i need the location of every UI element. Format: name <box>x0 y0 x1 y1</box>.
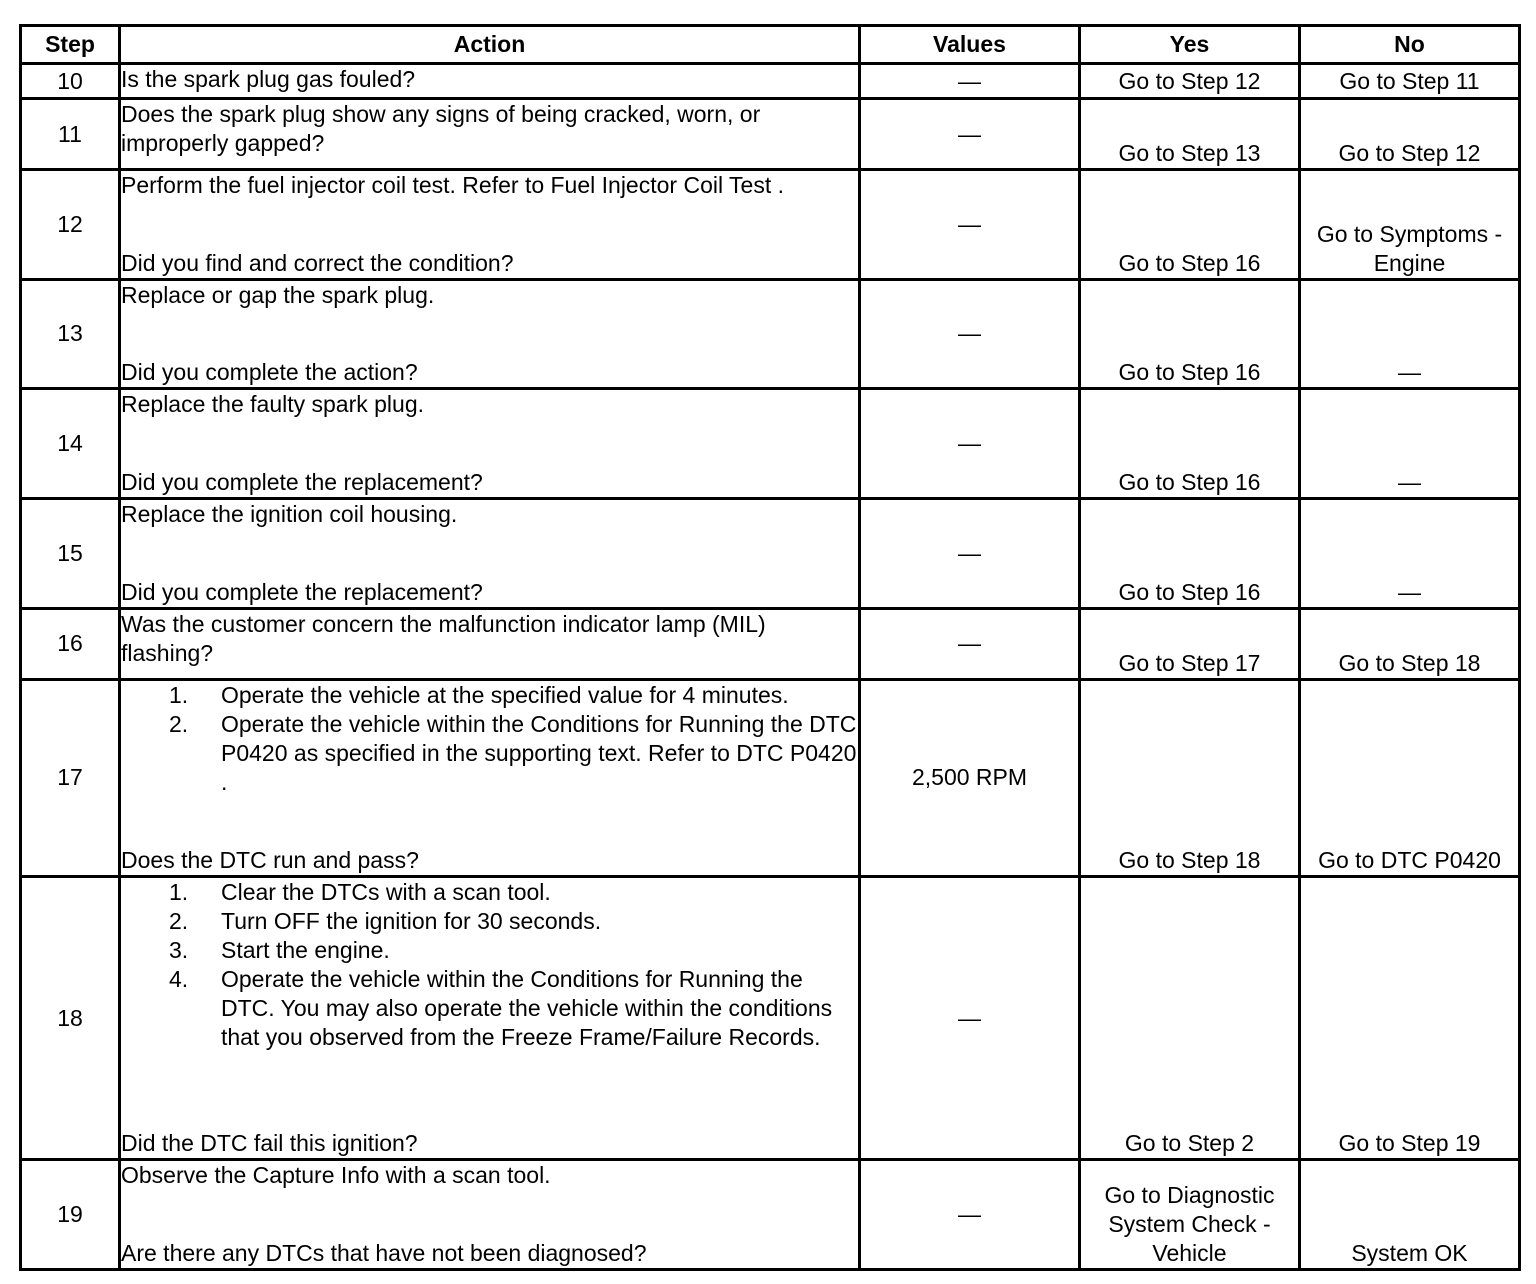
list-item-text: Operate the vehicle at the specified value for 4 minutes. <box>221 681 789 708</box>
procedure-list <box>121 878 858 1052</box>
values-cell: — <box>860 99 1080 170</box>
values-cell: — <box>860 389 1080 499</box>
action-text: Perform the fuel injector coil test. Refer to Fuel Injector Coil Test . <box>121 171 785 198</box>
action-cell <box>120 169 860 279</box>
action-instructions <box>121 65 858 94</box>
action-instructions <box>121 390 858 419</box>
values-cell: — <box>860 609 1080 680</box>
values-cell: 2,500 RPM <box>860 679 1080 876</box>
yes-cell: Go to Step 16 <box>1080 389 1300 499</box>
header-row <box>21 26 1520 64</box>
action-cell <box>120 389 860 499</box>
no-cell: Go to Step 19 <box>1300 877 1520 1160</box>
table-row <box>21 1160 1520 1270</box>
yes-cell: Go to Diagnostic System Check - Vehicle <box>1080 1160 1300 1270</box>
action-question: Did you find and correct the condition? <box>121 249 514 276</box>
action-instructions <box>121 610 858 668</box>
values-cell: — <box>860 169 1080 279</box>
action-question: Are there any DTCs that have not been diagnosed? <box>121 1240 647 1266</box>
values-cell: — <box>860 1160 1080 1270</box>
step-cell: 17 <box>21 679 120 876</box>
yes-cell: Go to Step 16 <box>1080 499 1300 609</box>
list-item-number: 3. <box>169 937 189 963</box>
action-cell <box>120 877 860 1160</box>
list-item-number: 4. <box>169 966 189 992</box>
no-cell: Go to Symptoms - Engine <box>1300 169 1520 279</box>
action-cell <box>120 64 860 99</box>
action-cell <box>120 279 860 389</box>
list-item-number: 2. <box>169 908 189 934</box>
action-question: Did you complete the replacement? <box>121 579 483 606</box>
action-instructions <box>121 500 858 529</box>
table-row <box>21 169 1520 279</box>
step-cell: 11 <box>21 99 120 170</box>
step-cell: 16 <box>21 609 120 680</box>
action-cell <box>120 609 860 680</box>
action-text: Was the customer concern the malfunction indicator lamp (MIL) flashing? <box>121 611 766 667</box>
list-item-text: Operate the vehicle within the Conditions for Running the DTC P0420 as specified in the supporting text. Refer to DTC P0420 . <box>221 710 857 795</box>
yes-cell: Go to Step 16 <box>1080 169 1300 279</box>
no-cell: Go to DTC P0420 <box>1300 679 1520 876</box>
list-item-text: Operate the vehicle within the Conditions for Running the DTC. You may also operate the vehicle within the conditions that you observed from the Freeze Frame/Failure Records. <box>221 966 833 1050</box>
list-item-text: Start the engine. <box>221 937 390 963</box>
action-content <box>121 878 858 1158</box>
action-content <box>121 681 858 875</box>
yes-cell: Go to Step 16 <box>1080 279 1300 389</box>
action-question: Did you complete the action? <box>121 359 418 386</box>
step-cell: 10 <box>21 64 120 99</box>
table-row <box>21 279 1520 389</box>
no-cell: Go to Step 11 <box>1300 64 1520 99</box>
action-cell <box>120 99 860 170</box>
yes-cell: Go to Step 2 <box>1080 877 1300 1160</box>
list-item <box>121 710 858 797</box>
step-cell: 19 <box>21 1160 120 1270</box>
no-cell: Go to Step 18 <box>1300 609 1520 680</box>
list-item-number: 1. <box>169 681 189 708</box>
table-row <box>21 679 1520 876</box>
yes-cell: Go to Step 18 <box>1080 679 1300 876</box>
table-row <box>21 64 1520 99</box>
header-step: Step <box>21 26 120 64</box>
header-action: Action <box>120 26 860 64</box>
action-cell <box>120 1160 860 1270</box>
header-yes: Yes <box>1080 26 1300 64</box>
list-item-text: Turn OFF the ignition for 30 seconds. <box>221 908 602 934</box>
action-cell <box>120 499 860 609</box>
action-question: Did you complete the replacement? <box>121 469 483 496</box>
action-content <box>121 281 858 388</box>
table-row <box>21 99 1520 170</box>
table-row <box>21 609 1520 680</box>
step-cell: 14 <box>21 389 120 499</box>
action-instructions <box>121 281 858 310</box>
action-content <box>121 610 858 678</box>
values-cell: — <box>860 64 1080 99</box>
action-content <box>121 100 858 168</box>
action-content <box>121 390 858 497</box>
list-item-text: Clear the DTCs with a scan tool. <box>221 879 551 905</box>
yes-cell: Go to Step 12 <box>1080 64 1300 99</box>
step-cell: 15 <box>21 499 120 609</box>
action-instructions <box>121 171 858 200</box>
action-text: Does the spark plug show any signs of being cracked, worn, or improperly gapped? <box>121 101 761 157</box>
list-item <box>121 936 858 965</box>
yes-cell: Go to Step 13 <box>1080 99 1300 170</box>
no-cell: — <box>1300 499 1520 609</box>
action-text: Is the spark plug gas fouled? <box>121 66 416 92</box>
no-cell: System OK <box>1300 1160 1520 1270</box>
list-item-number: 1. <box>169 879 189 905</box>
action-instructions <box>121 1161 858 1190</box>
no-cell: — <box>1300 279 1520 389</box>
list-item <box>121 965 858 1052</box>
table-body <box>21 64 1520 1270</box>
list-item <box>121 681 858 710</box>
no-cell: Go to Step 12 <box>1300 99 1520 170</box>
action-text: Replace the faulty spark plug. <box>121 391 425 418</box>
action-text: Replace or gap the spark plug. <box>121 281 435 308</box>
yes-cell: Go to Step 17 <box>1080 609 1300 680</box>
procedure-list <box>121 681 858 797</box>
action-question: Does the DTC run and pass? <box>121 847 419 873</box>
action-content <box>121 65 858 97</box>
table-row <box>21 877 1520 1160</box>
action-instructions <box>121 100 858 158</box>
list-item-number: 2. <box>169 710 189 737</box>
step-cell: 12 <box>21 169 120 279</box>
list-item <box>121 907 858 936</box>
action-text: Replace the ignition coil housing. <box>121 501 458 528</box>
step-cell: 13 <box>21 279 120 389</box>
action-question: Did the DTC fail this ignition? <box>121 1130 418 1157</box>
step-cell: 18 <box>21 877 120 1160</box>
action-text: Observe the Capture Info with a scan tool. <box>121 1162 551 1189</box>
action-content <box>121 500 858 607</box>
list-item <box>121 878 858 907</box>
values-cell: — <box>860 877 1080 1160</box>
action-instructions <box>121 878 858 1052</box>
no-cell: — <box>1300 389 1520 499</box>
values-cell: — <box>860 279 1080 389</box>
header-values: Values <box>860 26 1080 64</box>
action-content <box>121 171 858 278</box>
diagnostic-table <box>19 24 1521 1271</box>
header-no: No <box>1300 26 1520 64</box>
table-row <box>21 499 1520 609</box>
action-instructions <box>121 681 858 797</box>
values-cell: — <box>860 499 1080 609</box>
table-row <box>21 389 1520 499</box>
action-content <box>121 1161 858 1268</box>
action-cell <box>120 679 860 876</box>
